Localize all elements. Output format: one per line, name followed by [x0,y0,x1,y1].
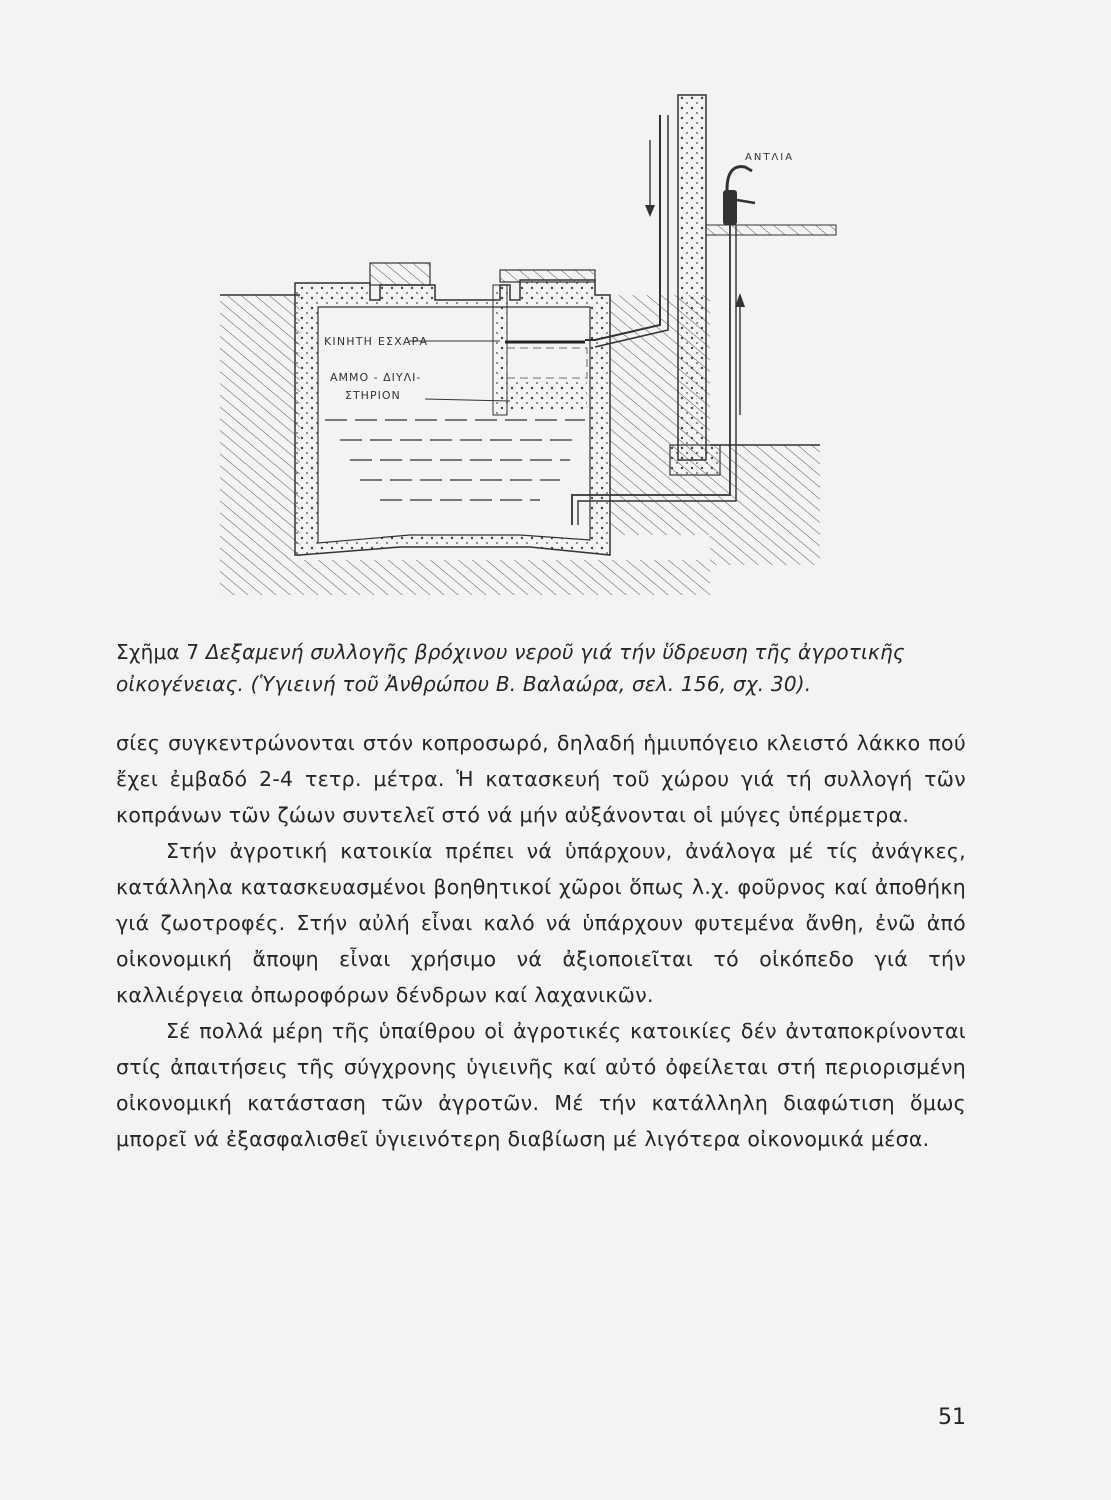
manhole-cover-right [500,270,595,282]
paragraph-1: σίες συγκεντρώνονται στόν κοπροσωρό, δηλαδή ἡμιυπόγειο κλειστό λάκκο πού ἔχει ἐμβαδό 2-4 τετρ. μέτρα. Ἡ κατασκευή τοῦ χώρου γιά τή συλλογή τῶν κοπράνων τῶν ζώων συντελεῖ στό νά μήν αὐξάνονται οἱ μύγες ὑπέρμετρα. [116,731,966,827]
ground-bottom [300,560,710,595]
caption-text: Δεξαμενή συλλογῆς βρόχινου νεροῦ γιά τήν ὕδρευση τῆς ἀγροτικῆς οἰκογένειας. (Ὑγιεινή τοῦ Ἀνθρώπου Β. Βαλαώρα, σελ. 156, σχ. 30). [116,640,905,696]
paragraph-3: Σέ πολλά μέρη τῆς ὑπαίθρου οἱ ἀγροτικές κατοικίες δέν ἀνταποκρίνονται στίς ἀπαιτήσεις τῆς σύγχρονης ὑγιεινῆς καί αὐτό ὀφείλεται στή περιορισμένη οἰκονομική κατάσταση τῶν ἀγροτῶν. Μέ τήν κατάλληλη διαφώτιση ὅμως μπορεῖ νά ἐξασφαλισθεῖ ὑγιεινότερη διαβίωση μέ λιγότερα οἰκονομικά μέσα. [116,1019,966,1151]
floor-slab [706,225,836,235]
label-filter-2: ΣΤΗΡΙΟΝ [345,389,401,402]
filter-chamber-wall [493,285,507,415]
flow-arrow-down [645,140,655,217]
label-grate: ΚΙΝΗΤΗ ΕΣΧΑΡΑ [324,335,429,348]
hand-pump-icon [723,167,755,225]
caption-label: Σχῆμα 7 [116,640,200,664]
manhole-cover-left [370,263,430,285]
label-filter-1: ΑΜΜΟ - ΔΙΥΛΙ- [330,371,422,384]
label-pump: ΑΝΤΛΙΑ [745,152,795,163]
paragraph-2: Στήν ἀγροτική κατοικία πρέπει νά ὑπάρχουν, ἀνάλογα μέ τίς ἀνάγκες, κατάλληλα κατασκευασμένοι βοηθητικοί χῶροι ὅπως λ.χ. φοῦρνος καί ἀποθήκη γιά ζωοτροφές. Στήν αὐλή εἶναι καλό νά ὑπάρχουν φυτεμένα ἄνθη, ἐνῶ ἀπό οἰκονομική ἄποψη εἶναι χρήσιμο νά ἀξιοποιεῖται τό οἰκόπεδο γιά τήν καλλιέργεια ὀπωροφόρων δένδρων καί λαχανικῶν. [116,839,966,1007]
body-text [116,725,966,1157]
building-wall [678,95,706,460]
ground-left [220,295,300,595]
rainwater-cistern-diagram [200,85,840,605]
figure-caption [116,636,976,700]
page-number: 51 [938,1405,966,1430]
